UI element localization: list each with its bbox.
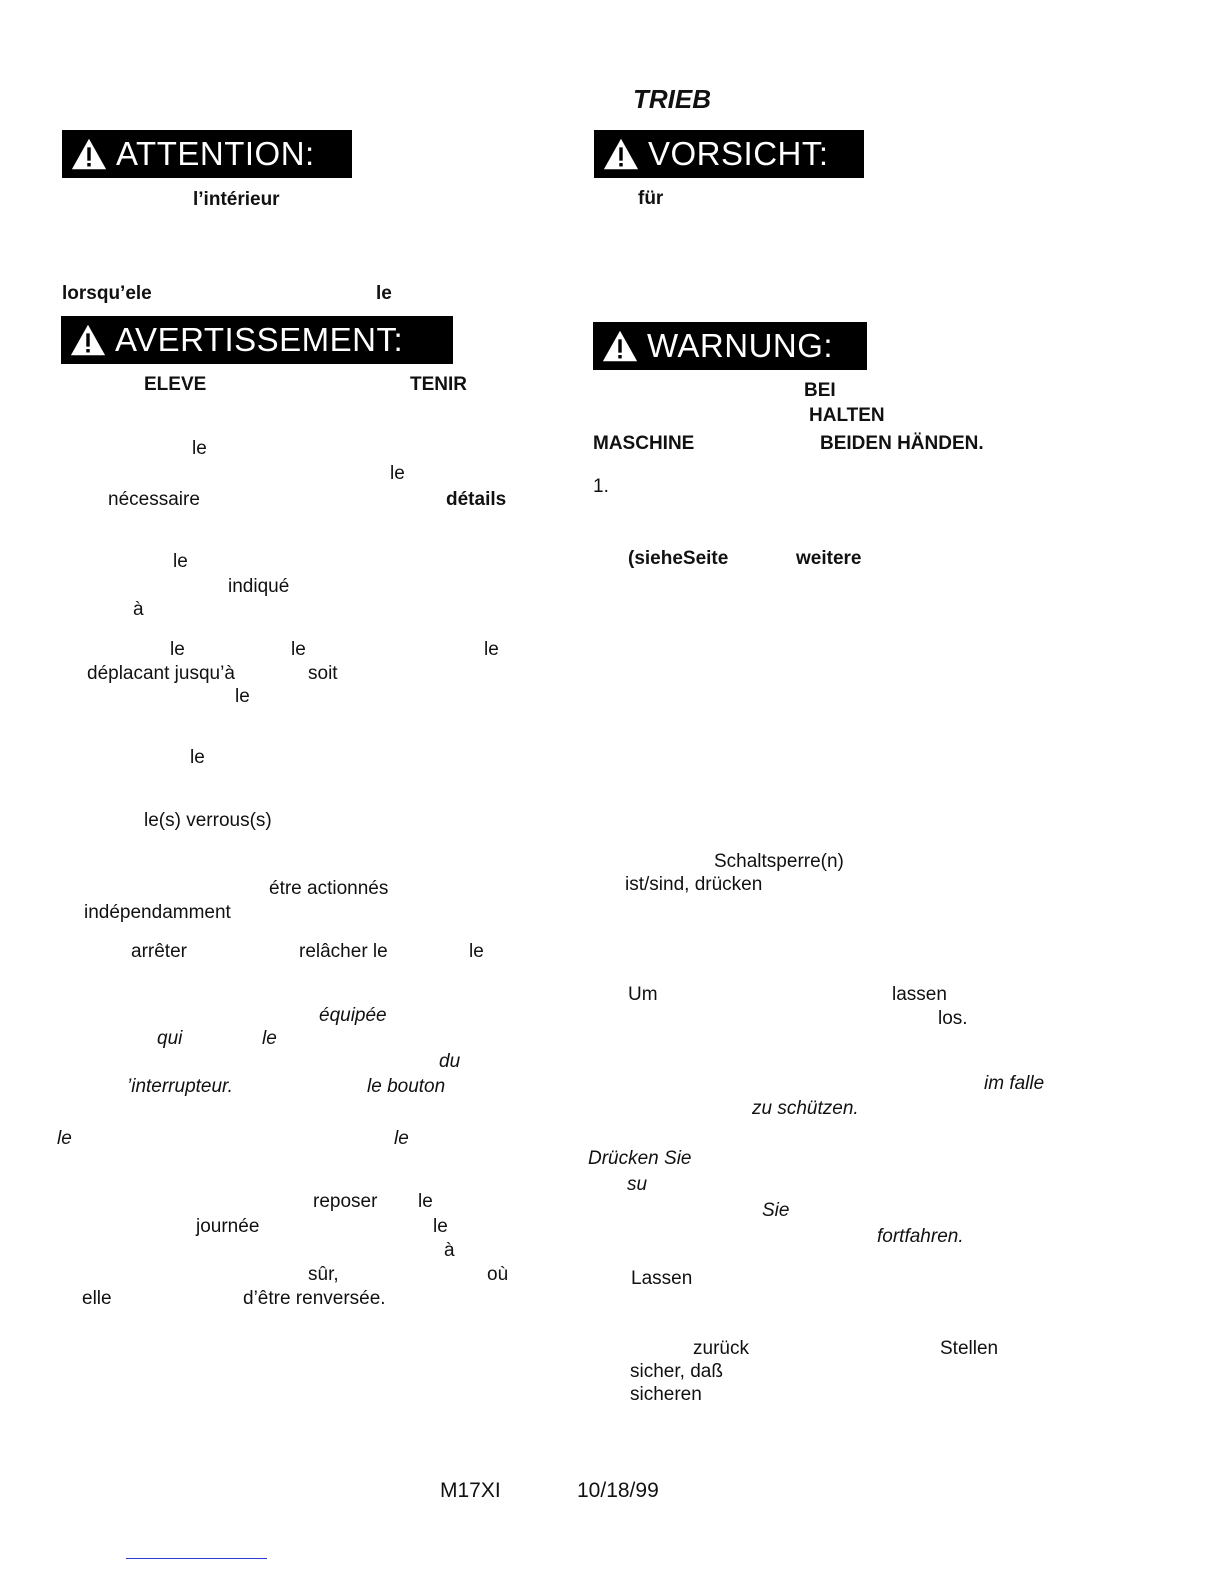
word-necessaire: nécessaire xyxy=(108,489,200,510)
word-reposer: reposer xyxy=(313,1191,378,1212)
word-maschine: MASCHINE xyxy=(593,433,695,454)
attention-banner xyxy=(62,130,352,178)
word-beiden-handen: BEIDEN HÄNDEN. xyxy=(820,433,984,454)
word-su: su xyxy=(627,1174,648,1195)
word-le-bouton: le bouton xyxy=(367,1076,446,1097)
word-le: le xyxy=(390,463,405,484)
word-le: le xyxy=(291,639,306,660)
word-details: détails xyxy=(446,489,507,510)
word-istsind: ist/sind, drücken xyxy=(625,874,763,895)
word-a: à xyxy=(133,599,144,620)
warnung-label: WARNUNG: xyxy=(647,327,834,364)
word-equipee: équipée xyxy=(319,1005,387,1026)
warning-triangle-icon xyxy=(69,322,107,358)
warnung-banner xyxy=(593,322,867,370)
word-imfalle: im falle xyxy=(984,1073,1045,1094)
word-le: le xyxy=(262,1028,277,1049)
word-sieheseite: (sieheSeite xyxy=(628,548,729,569)
word-elle: elle xyxy=(82,1288,112,1309)
warning-triangle-icon xyxy=(601,328,639,364)
word-los: los. xyxy=(938,1008,968,1029)
word-interieur: l’intérieur xyxy=(193,189,280,210)
word-um: Um xyxy=(628,984,658,1005)
avertissement-label: AVERTISSEMENT: xyxy=(115,321,404,358)
word-le: le xyxy=(192,438,207,459)
word-halten: HALTEN xyxy=(809,405,885,426)
word-deplacant: déplacant jusqu’à xyxy=(87,663,235,684)
word-bei: BEI xyxy=(804,380,836,401)
word-eleve: ELEVE xyxy=(144,374,207,395)
word-le: le xyxy=(57,1128,72,1149)
word-le: le xyxy=(469,941,484,962)
attention-label: ATTENTION: xyxy=(116,135,315,172)
word-le: le xyxy=(484,639,499,660)
word-interrupteur: ’interrupteur. xyxy=(127,1076,233,1097)
word-le: le xyxy=(376,283,392,304)
word-etre-actionnes: étre actionnés xyxy=(269,878,389,899)
word-le: le xyxy=(394,1128,409,1149)
word-lassen: lassen xyxy=(892,984,947,1005)
word-lassen2: Lassen xyxy=(631,1268,693,1289)
word-le: le xyxy=(190,747,205,768)
word-le: le xyxy=(173,551,188,572)
word-sicheren: sicheren xyxy=(630,1384,702,1405)
warning-triangle-icon xyxy=(602,136,640,172)
word-sicher: sicher, daß xyxy=(630,1361,723,1382)
word-qui: qui xyxy=(157,1028,183,1049)
avertissement-banner xyxy=(61,316,453,364)
word-zuruck: zurück xyxy=(693,1338,749,1359)
word-fur: für xyxy=(638,188,664,209)
word-schaltsperre: Schaltsperre(n) xyxy=(714,851,844,872)
list-number: 1. xyxy=(593,476,609,497)
footnote-rule xyxy=(126,1558,267,1559)
word-arreter: arrêter xyxy=(131,941,187,962)
warning-triangle-icon xyxy=(70,136,108,172)
word-relacher: relâcher le xyxy=(299,941,388,962)
word-le: le xyxy=(433,1216,448,1237)
word-renversee: d’être renversée. xyxy=(243,1288,386,1309)
word-sie: Sie xyxy=(762,1200,790,1221)
word-independamment: indépendamment xyxy=(84,902,231,923)
word-weitere: weitere xyxy=(796,548,862,569)
word-sur: sûr, xyxy=(308,1264,339,1285)
word-soit: soit xyxy=(308,663,338,684)
word-journee: journée xyxy=(196,1216,260,1237)
word-a: à xyxy=(444,1240,455,1261)
word-zuschutzen: zu schützen. xyxy=(752,1098,859,1119)
section-heading-trieb: TRIEB xyxy=(633,84,711,114)
word-drucken-sie: Drücken Sie xyxy=(588,1148,692,1169)
footer-date: 10/18/99 xyxy=(577,1479,659,1502)
word-ou: où xyxy=(487,1264,509,1285)
word-le: le xyxy=(170,639,185,660)
word-du: du xyxy=(439,1051,461,1072)
vorsicht-label: VORSICHT: xyxy=(648,135,829,172)
word-le: le xyxy=(418,1191,433,1212)
word-fortfahren: fortfahren. xyxy=(877,1226,964,1247)
word-indique: indiqué xyxy=(228,576,290,597)
word-tenir: TENIR xyxy=(410,374,467,395)
word-lorsquele: lorsqu’ele xyxy=(62,283,152,304)
word-le: le xyxy=(235,686,250,707)
vorsicht-banner xyxy=(594,130,864,178)
word-stellen: Stellen xyxy=(940,1338,999,1359)
footer-model: M17XI xyxy=(440,1479,501,1502)
word-verrous: le(s) verrous(s) xyxy=(144,810,272,831)
